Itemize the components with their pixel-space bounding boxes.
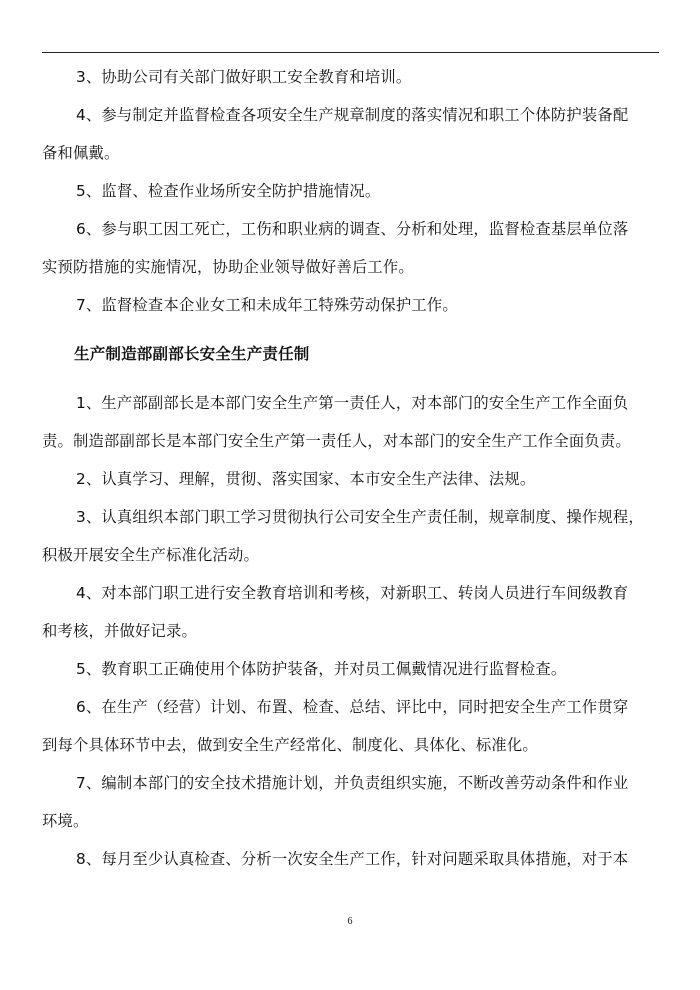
section-paragraph-8 bbox=[76, 840, 660, 878]
section-paragraph-2 bbox=[76, 460, 660, 498]
paragraph-line-continued: 和考核，并做好记录。 bbox=[42, 622, 197, 640]
section-paragraph-1 bbox=[42, 384, 660, 460]
paragraph-line: 5、教育职工正确使用个体防护装备，并对员工佩戴情况进行监督检查。 bbox=[76, 660, 567, 678]
header-rule bbox=[42, 52, 659, 53]
paragraph-line: 7、编制本部门的安全技术措施计划，并负责组织实施，不断改善劳动条件和作业 bbox=[76, 774, 629, 792]
paragraph-line: 4、对本部门职工进行安全教育培训和考核，对新职工、转岗人员进行车间级教育 bbox=[76, 584, 629, 602]
paragraph-duty-4 bbox=[42, 96, 660, 172]
paragraph-line: 2、认真学习、理解，贯彻、落实国家、本市安全生产法律、法规。 bbox=[76, 470, 536, 488]
section-heading: 生产制造部副部长安全生产责任制 bbox=[74, 345, 310, 363]
paragraph-line-continued: 责。制造部副部长是本部门安全生产第一责任人，对本部门的安全生产工作全面负责。 bbox=[42, 432, 631, 450]
document-body bbox=[42, 58, 660, 878]
paragraph-line-continued: 积极开展安全生产标准化活动。 bbox=[42, 546, 259, 564]
paragraph-line-continued: 到每个具体环节中去，做到安全生产经常化、制度化、具体化、标准化。 bbox=[42, 736, 538, 754]
paragraph-line: 3、认真组织本部门职工学习贯彻执行公司安全生产责任制，规章制度、操作规程， bbox=[76, 508, 644, 526]
section-paragraph-7 bbox=[42, 764, 660, 840]
section-paragraph-3 bbox=[42, 498, 660, 574]
paragraph-line-continued: 环境。 bbox=[42, 812, 89, 830]
paragraph-line: 8、每月至少认真检查、分析一次安全生产工作，针对问题采取具体措施，对于本 bbox=[76, 850, 629, 868]
section-paragraph-4 bbox=[42, 574, 660, 650]
paragraph-line-continued: 备和佩戴。 bbox=[42, 144, 120, 162]
paragraph-line: 7、监督检查本企业女工和未成年工特殊劳动保护工作。 bbox=[76, 296, 458, 314]
paragraph-duty-6 bbox=[42, 210, 660, 286]
paragraph-duty-5 bbox=[76, 172, 660, 210]
paragraph-line: 5、监督、检查作业场所安全防护措施情况。 bbox=[76, 182, 381, 200]
paragraph-duty-7 bbox=[76, 286, 660, 324]
paragraph-line: 6、参与职工因工死亡，工伤和职业病的调查、分析和处理，监督检查基层单位落 bbox=[76, 220, 629, 238]
paragraph-line: 4、参与制定并监督检查各项安全生产规章制度的落实情况和职工个体防护装备配 bbox=[76, 106, 629, 124]
section-paragraph-6 bbox=[42, 688, 660, 764]
paragraph-line: 1、生产部副部长是本部门安全生产第一责任人，对本部门的安全生产工作全面负 bbox=[76, 394, 629, 412]
page-number: 6 bbox=[347, 916, 353, 927]
section-paragraph-5 bbox=[76, 650, 660, 688]
paragraph-line: 6、在生产（经营）计划、布置、检查、总结、评比中，同时把安全生产工作贯穿 bbox=[76, 698, 629, 716]
paragraph-duty-3 bbox=[76, 58, 660, 96]
paragraph-line: 3、协助公司有关部门做好职工安全教育和培训。 bbox=[76, 68, 412, 86]
paragraph-line-continued: 实预防措施的实施情况，协助企业领导做好善后工作。 bbox=[42, 258, 414, 276]
